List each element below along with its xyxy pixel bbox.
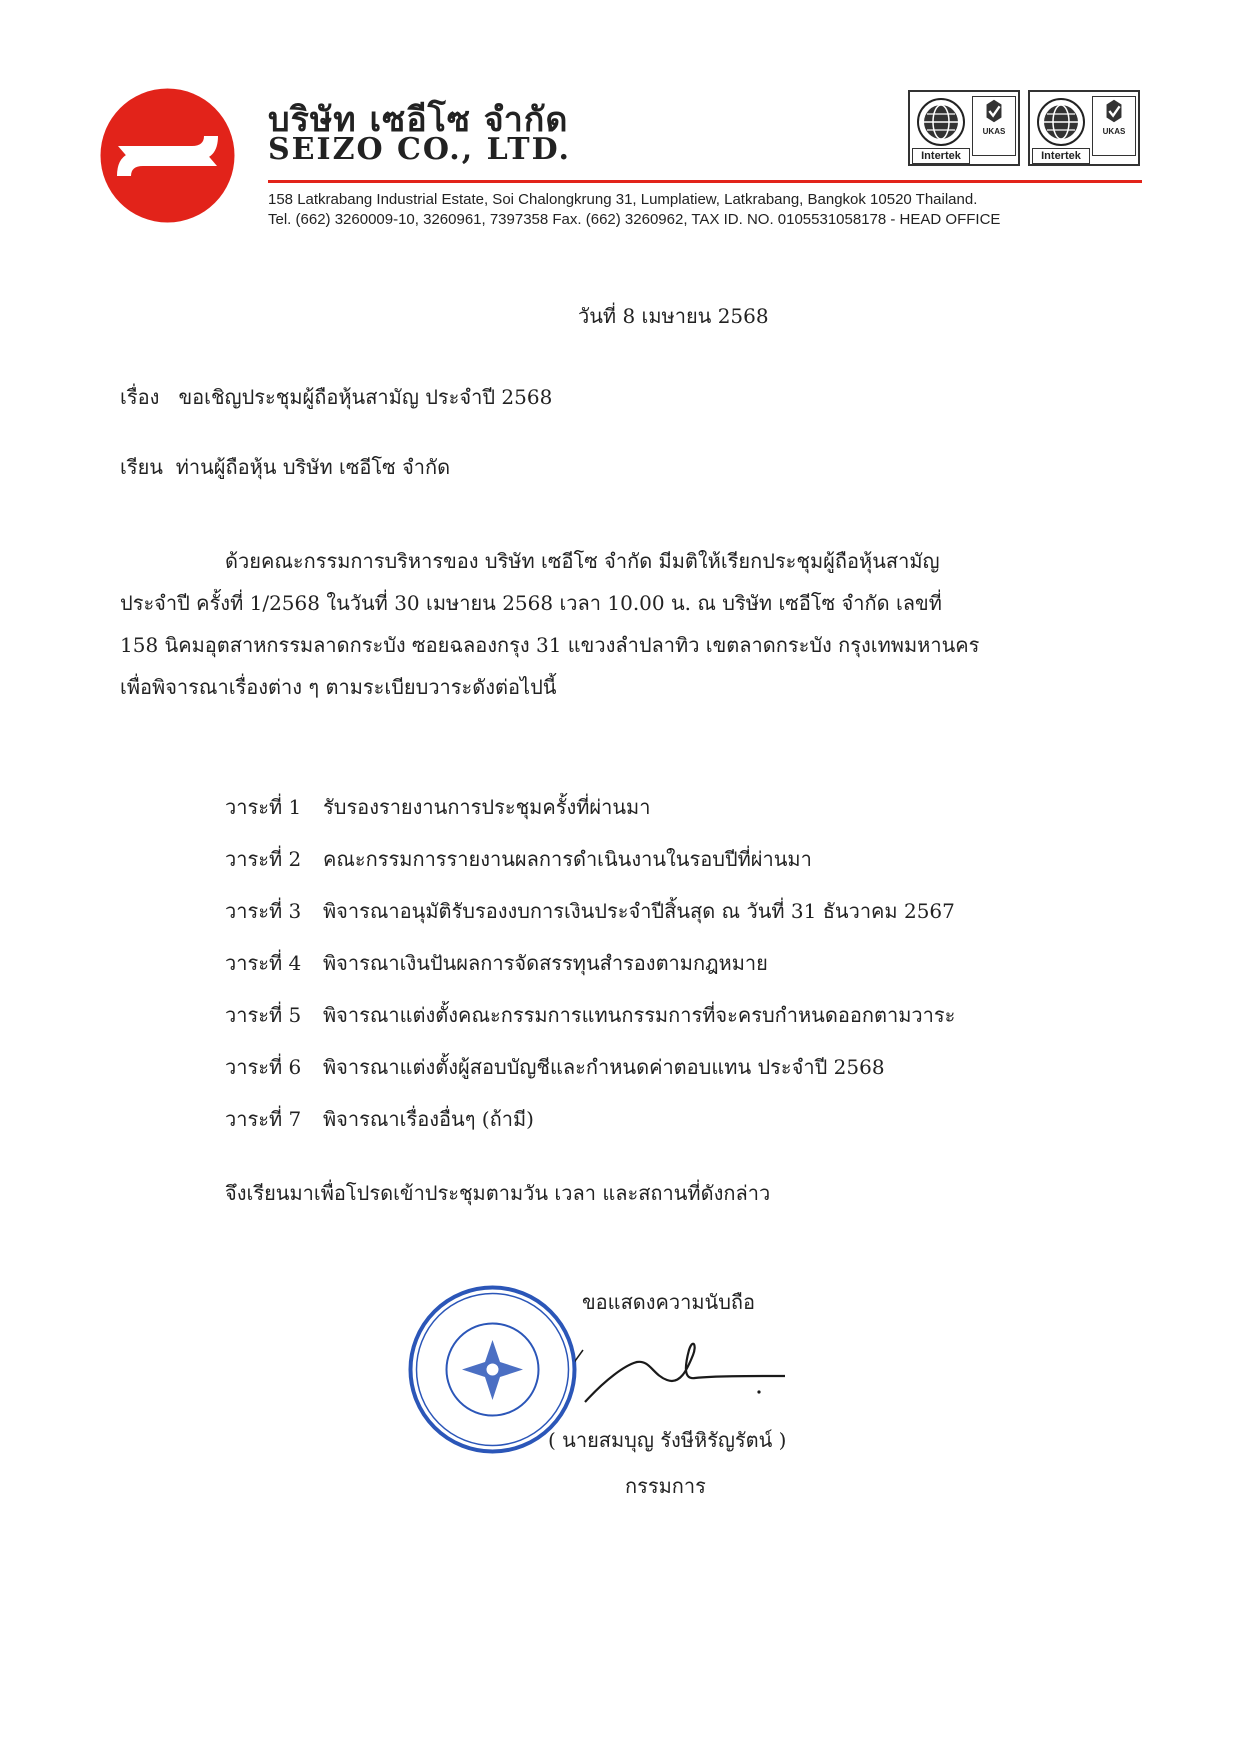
letter-subject <box>120 381 552 413</box>
header-divider <box>268 180 1142 183</box>
ukas-mark <box>972 96 1016 156</box>
address-line: 158 Latkrabang Industrial Estate, Soi Chalongkrung 31, Lumplatiew, Latkrabang, Bangkok 10520 Thailand. <box>268 191 978 208</box>
signer-position: กรรมการ <box>625 1474 706 1498</box>
ukas-mark <box>1092 96 1136 156</box>
closing-line: จึงเรียนมาเพื่อโปรดเข้าประชุมตามวัน เวลา และสถานที่ดังกล่าว <box>225 1181 771 1205</box>
agenda-text: พิจารณาแต่งตั้งคณะกรรมการแทนกรรมการที่จะครบกำหนดออกตามวาระ <box>323 1003 956 1027</box>
agenda-number: วาระที่ 1 <box>225 795 302 819</box>
agenda-text: คณะกรรมการรายงานผลการดำเนินงานในรอบปีที่ผ่านมา <box>323 847 812 871</box>
letter-recipient <box>120 451 450 483</box>
checkmark-crown-icon <box>973 97 1015 125</box>
agenda-number: วาระที่ 6 <box>225 1055 302 1079</box>
signer-name: ( นายสมบุญ รังษีหิรัญรัตน์ ) <box>548 1428 787 1452</box>
body-line: ประจำปี ครั้งที่ 1/2568 ในวันที่ 30 เมษายน 2568 เวลา 10.00 น. ณ บริษัท เซอีโซ จำกัด เลขที่ <box>120 591 942 615</box>
company-name-english: SEIZO CO., LTD. <box>268 132 571 167</box>
company-logo-icon <box>100 88 235 223</box>
agenda-number: วาระที่ 3 <box>225 899 302 923</box>
agenda-item <box>225 885 955 937</box>
company-name-thai: บริษัท เซอีโซ จำกัด <box>268 100 569 140</box>
intertek-label: Intertek <box>912 148 970 164</box>
signature-icon <box>575 1330 805 1410</box>
agenda-text: พิจารณาเงินปันผลการจัดสรรทุนสำรองตามกฎหมาย <box>323 951 768 975</box>
regards-line: ขอแสดงความนับถือ <box>582 1290 756 1314</box>
company-address <box>268 190 1000 230</box>
contact-line: Tel. (662) 3260009-10, 3260961, 7397358 Fax. (662) 3260962, TAX ID. NO. 0105531058178 - HEAD OFFICE <box>268 211 1001 228</box>
letter-date: วันที่ 8 เมษายน 2568 <box>578 304 769 328</box>
agenda-text: พิจารณาอนุมัติรับรองงบการเงินประจำปีสิ้นสุด ณ วันที่ 31 ธันวาคม 2567 <box>323 899 955 923</box>
agenda-list <box>225 781 955 1145</box>
agenda-item <box>225 1041 955 1093</box>
globe-icon <box>1036 97 1086 147</box>
ukas-label: UKAS <box>982 127 1006 136</box>
agenda-number: วาระที่ 4 <box>225 951 302 975</box>
checkmark-crown-icon <box>1093 97 1135 125</box>
subject-text: ขอเชิญประชุมผู้ถือหุ้นสามัญ ประจำปี 2568 <box>178 385 553 409</box>
recipient-label: เรียน <box>120 455 163 479</box>
agenda-number: วาระที่ 2 <box>225 847 302 871</box>
agenda-text: พิจารณาแต่งตั้งผู้สอบบัญชีและกำหนดค่าตอบแทน ประจำปี 2568 <box>323 1055 885 1079</box>
recipient-text: ท่านผู้ถือหุ้น บริษัท เซอีโซ จำกัด <box>175 455 451 479</box>
subject-label: เรื่อง <box>120 385 160 409</box>
agenda-item <box>225 833 955 885</box>
body-line: ด้วยคณะกรรมการบริหารของ บริษัท เซอีโซ จำกัด มีมติให้เรียกประชุมผู้ถือหุ้นสามัญ <box>225 549 940 573</box>
certification-badge <box>908 90 1020 166</box>
agenda-item <box>225 1093 955 1145</box>
ukas-label: UKAS <box>1102 127 1126 136</box>
globe-icon <box>916 97 966 147</box>
body-line: 158 นิคมอุตสาหกรรมลาดกระบัง ซอยฉลองกรุง 31 แขวงลำปลาทิว เขตลาดกระบัง กรุงเทพมหานคร <box>120 633 980 657</box>
agenda-item <box>225 781 955 833</box>
agenda-item <box>225 937 955 989</box>
agenda-text: พิจารณาเรื่องอื่นๆ (ถ้ามี) <box>323 1107 534 1131</box>
letter-body <box>120 540 1020 708</box>
agenda-item <box>225 989 955 1041</box>
agenda-number: วาระที่ 7 <box>225 1107 302 1131</box>
certification-badge <box>1028 90 1140 166</box>
body-line: เพื่อพิจารณาเรื่องต่าง ๆ ตามระเบียบวาระดังต่อไปนี้ <box>120 675 557 699</box>
agenda-text: รับรองรายงานการประชุมครั้งที่ผ่านมา <box>323 795 651 819</box>
agenda-number: วาระที่ 5 <box>225 1003 302 1027</box>
intertek-label: Intertek <box>1032 148 1090 164</box>
